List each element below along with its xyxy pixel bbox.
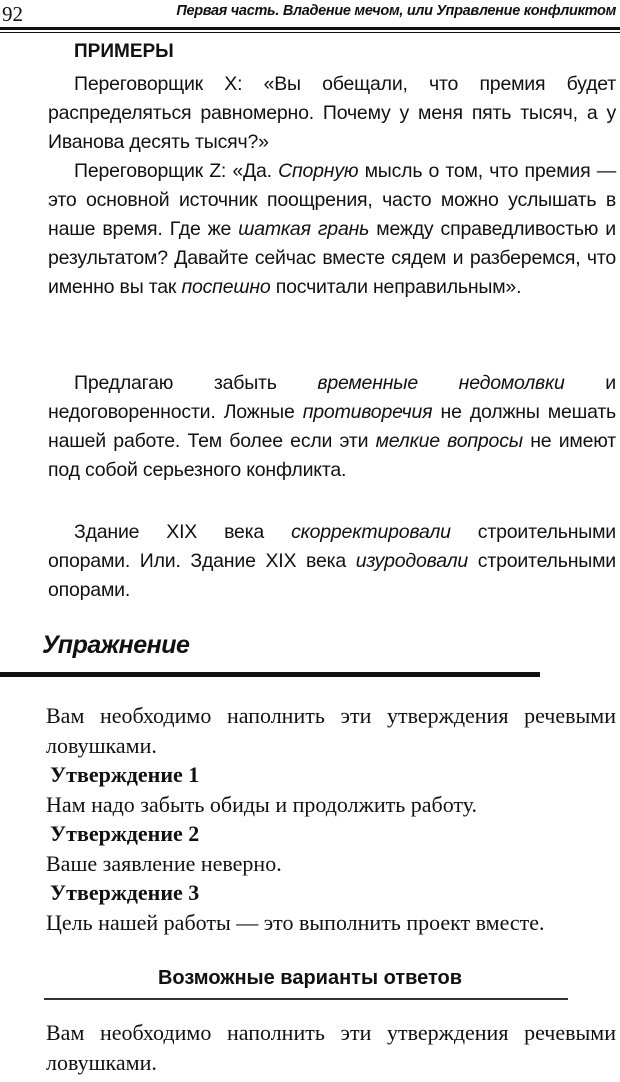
header-rule-thin [0, 32, 620, 33]
answers-intro: Вам необходимо наполнить эти утверждения речевыми ловушками. [46, 1020, 616, 1075]
page-number: 92 [2, 2, 23, 26]
exercise-title: Упражнение [42, 631, 190, 659]
answers-rule [44, 998, 568, 1000]
exercise-body [46, 701, 616, 937]
page-header [0, 0, 620, 36]
exercise-rule [0, 672, 540, 677]
example-block-3 [48, 518, 616, 605]
statement-1-text: Нам надо забыть обиды и продолжить работу. [46, 791, 478, 817]
statement-3-text: Цель нашей работы — это выполнить проект вместе. [46, 909, 545, 935]
example-paragraph-x: Переговорщик X: «Вы обещали, что премия будет распределяться равномерно. Почему у меня пять тысяч, а у Иванова десять тысяч?» [48, 73, 616, 153]
example-dialogue [48, 70, 616, 302]
statement-2-text: Ваше заявление неверно. [46, 850, 282, 876]
exercise-intro: Вам необходимо наполнить эти утверждения речевыми ловушками. [46, 703, 616, 758]
answers-title: Возможные варианты ответов [157, 967, 463, 989]
examples-heading: ПРИМЕРЫ [74, 41, 174, 62]
statement-3-label: Утверждение 3 [50, 880, 200, 905]
answers-body [46, 1018, 616, 1077]
statement-1-label: Утверждение 1 [50, 762, 200, 787]
running-title: Первая часть. Владение мечом, или Управление конфликтом [176, 3, 616, 19]
example-paragraph-propose: Предлагаю забыть временные недомолвки и недоговоренности. Ложные противоречия не должны мешать нашей работе. Тем более если эти мелкие вопросы не имеют под собой серьезного конфликта. [48, 372, 617, 481]
header-rule-thick [0, 27, 620, 30]
example-paragraph-z: Переговорщик Z: «Да. Спорную мысль о том, что премия — это основной источник поощрения, часто можно услышать в наше время. Где же шаткая грань между справедливостью и результатом? Давайте сейчас вместе сядем и разберемся, что именно вы так поспешно посчитали неправильным». [48, 160, 616, 298]
statement-2-label: Утверждение 2 [50, 821, 200, 846]
example-block-2 [48, 369, 616, 485]
example-paragraph-building: Здание XIX века скорректировали строительными опорами. Или. Здание XIX века изуродовали строительными опорами. [48, 521, 616, 601]
